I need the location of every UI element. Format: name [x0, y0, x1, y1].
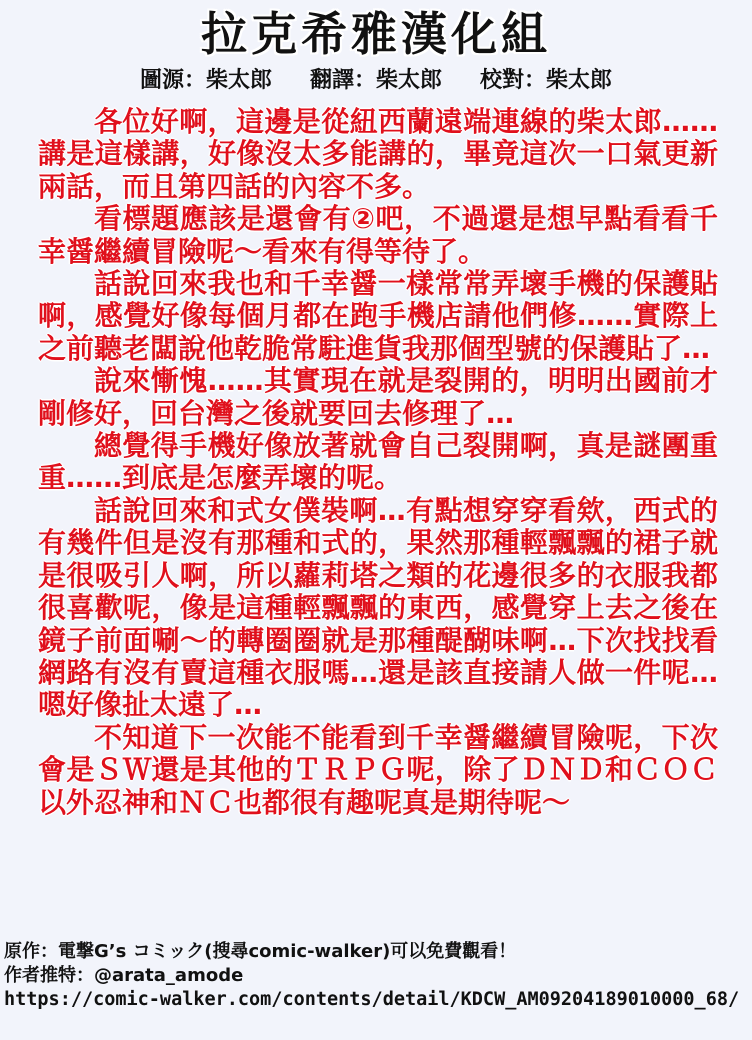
credit-source: 圖源：柴太郎: [139, 68, 272, 93]
page-title: 拉克希雅漢化組: [201, 7, 551, 61]
paragraph: 說來慚愧……其實現在就是裂開的，明明出國前才剛修好，回台灣之後就要回去修理了…: [38, 364, 718, 430]
paragraph: 話說回來和式女僕裝啊…有點想穿穿看欸，西式的有幾件但是沒有那種和式的，果然那種輕飄飄的裙子就是很吸引人啊，所以蘿莉塔之類的花邊很多的衣服我都很喜歡呢，像是這種輕飄飄的東西，感覺穿上去之後在鏡子前面唰～的轉圈圈就是那種醍醐味啊…下次找找看網路有沒有賣這種衣服嗎…還是該直接請人做一件呢…嗯好像扯太遠了…: [38, 493, 718, 722]
author-twitter-line: 作者推特：@arata_amode: [4, 965, 244, 986]
credit-proofreading: 校對：柴太郎: [480, 68, 613, 93]
footer: [4, 940, 748, 1012]
original-source-line: 原作：電撃G’s コミック(搜尋comic-walker)可以免費觀看！: [4, 941, 517, 962]
paragraph: 總覺得手機好像放著就會自己裂開啊，真是謎團重重……到底是怎麼弄壞的呢。: [38, 429, 718, 495]
credits-line: [0, 66, 752, 96]
paragraph: 各位好啊，這邊是從紐西蘭遠端連線的柴太郎……講是這樣講，好像沒太多能講的，畢竟這次一口氣更新兩話，而且第四話的內容不多。: [38, 105, 718, 203]
paragraph: 話說回來我也和千幸醤一樣常常弄壞手機的保護貼啊，感覺好像每個月都在跑手機店請他們修……實際上之前聽老闆說他乾脆常駐進貨我那個型號的保護貼了…: [38, 267, 718, 365]
paragraph: 不知道下一次能不能看到千幸醤繼續冒險呢，下次會是ＳＷ還是其他的ＴＲＰＧ呢，除了ＤＮＤ和ＣＯＣ以外忍神和ＮＣ也都很有趣呢真是期待呢～: [38, 720, 718, 819]
source-url: https://comic-walker.com/contents/detail/KDCW_AM09204189010000_68/: [4, 989, 740, 1010]
credit-translation: 翻譯：柴太郎: [309, 68, 442, 93]
translator-note: [38, 106, 718, 819]
paragraph: 看標題應該是還會有②吧，不過還是想早點看看千幸醤繼續冒險呢～看來有得等待了。: [38, 202, 718, 268]
